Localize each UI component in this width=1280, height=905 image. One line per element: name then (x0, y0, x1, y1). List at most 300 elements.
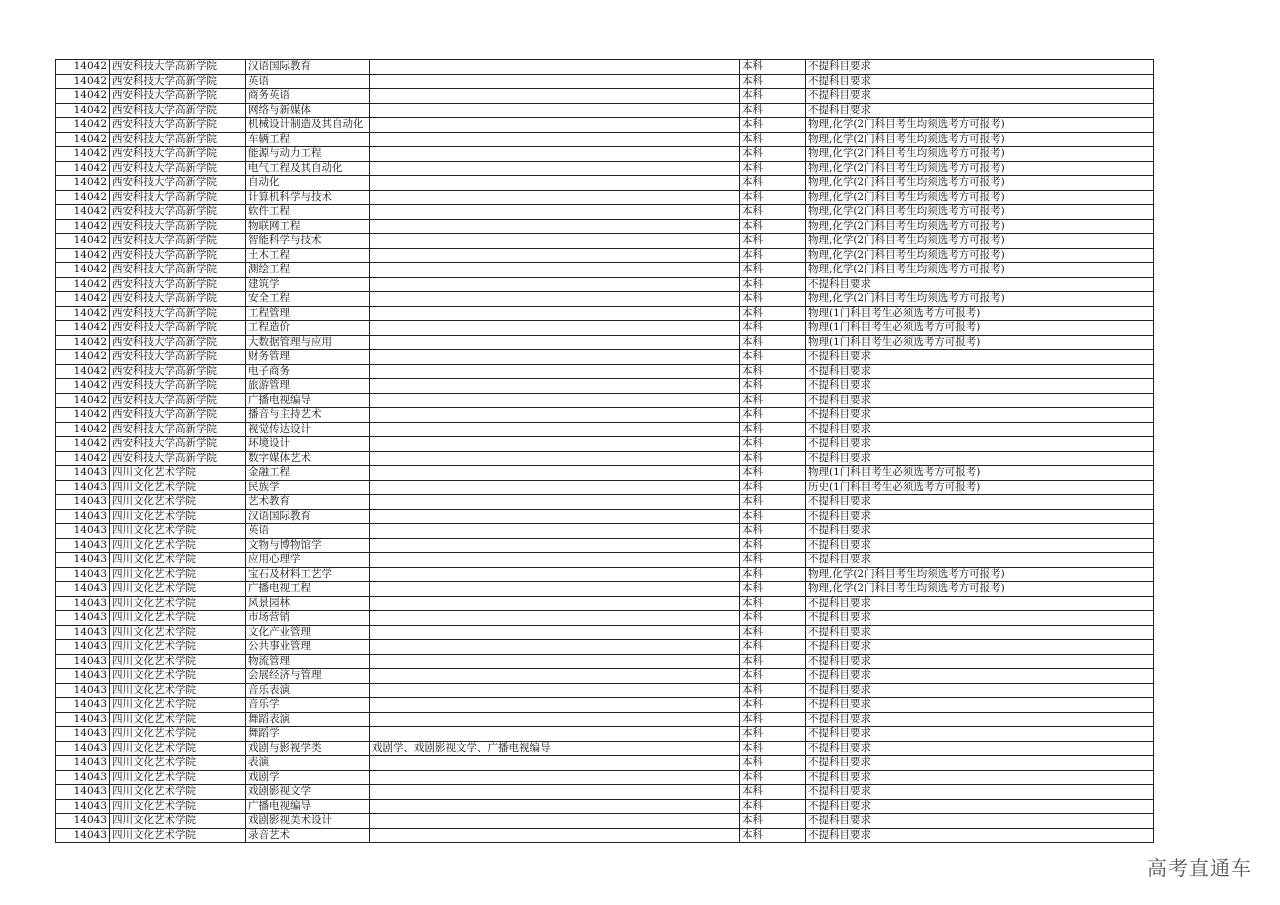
table-row (56, 799, 1154, 814)
cell-includes (370, 553, 740, 568)
cell-school: 西安科技大学高新学院 (110, 219, 246, 234)
table-row (56, 727, 1154, 742)
cell-code: 14043 (56, 814, 110, 829)
cell-requirement: 不提科目要求 (806, 596, 1154, 611)
cell-major: 会展经济与管理 (246, 669, 370, 684)
table-row (56, 335, 1154, 350)
cell-level: 本科 (740, 277, 806, 292)
cell-requirement: 不提科目要求 (806, 654, 1154, 669)
cell-major: 公共事业管理 (246, 640, 370, 655)
cell-major: 市场营销 (246, 611, 370, 626)
cell-level: 本科 (740, 393, 806, 408)
cell-major: 播音与主持艺术 (246, 408, 370, 423)
cell-major: 文物与博物馆学 (246, 538, 370, 553)
table-row (56, 712, 1154, 727)
cell-school: 西安科技大学高新学院 (110, 132, 246, 147)
cell-includes (370, 828, 740, 843)
cell-includes (370, 451, 740, 466)
cell-code: 14043 (56, 567, 110, 582)
cell-school: 四川文化艺术学院 (110, 611, 246, 626)
cell-code: 14042 (56, 161, 110, 176)
cell-requirement: 不提科目要求 (806, 379, 1154, 394)
cell-major: 戏剧学 (246, 770, 370, 785)
table-row (56, 176, 1154, 191)
table-row (56, 509, 1154, 524)
table-row (56, 814, 1154, 829)
cell-includes (370, 582, 740, 597)
watermark-text: 高考直通车 (1147, 856, 1252, 880)
cell-code: 14042 (56, 205, 110, 220)
cell-code: 14042 (56, 379, 110, 394)
cell-requirement: 不提科目要求 (806, 437, 1154, 452)
table-row (56, 118, 1154, 133)
cell-major: 电气工程及其自动化 (246, 161, 370, 176)
cell-major: 物联网工程 (246, 219, 370, 234)
table-row (56, 103, 1154, 118)
cell-major: 广播电视工程 (246, 582, 370, 597)
cell-school: 四川文化艺术学院 (110, 538, 246, 553)
cell-requirement: 物理(1门科目考生必须选考方可报考) (806, 466, 1154, 481)
cell-major: 视觉传达设计 (246, 422, 370, 437)
table-row (56, 364, 1154, 379)
cell-level: 本科 (740, 321, 806, 336)
cell-requirement: 不提科目要求 (806, 828, 1154, 843)
cell-level: 本科 (740, 596, 806, 611)
cell-includes (370, 321, 740, 336)
cell-requirement: 物理,化学(2门科目考生均须选考方可报考) (806, 567, 1154, 582)
cell-level: 本科 (740, 263, 806, 278)
table-row (56, 785, 1154, 800)
cell-includes (370, 234, 740, 249)
cell-major: 表演 (246, 756, 370, 771)
cell-major: 自动化 (246, 176, 370, 191)
cell-school: 四川文化艺术学院 (110, 712, 246, 727)
cell-school: 四川文化艺术学院 (110, 466, 246, 481)
cell-major: 英语 (246, 524, 370, 539)
cell-code: 14043 (56, 582, 110, 597)
cell-includes (370, 698, 740, 713)
cell-level: 本科 (740, 741, 806, 756)
cell-school: 四川文化艺术学院 (110, 669, 246, 684)
cell-school: 四川文化艺术学院 (110, 625, 246, 640)
cell-level: 本科 (740, 161, 806, 176)
cell-includes (370, 567, 740, 582)
cell-requirement: 不提科目要求 (806, 640, 1154, 655)
cell-major: 车辆工程 (246, 132, 370, 147)
cell-includes (370, 712, 740, 727)
cell-major: 财务管理 (246, 350, 370, 365)
cell-code: 14043 (56, 799, 110, 814)
table-row (56, 567, 1154, 582)
cell-requirement: 物理,化学(2门科目考生均须选考方可报考) (806, 205, 1154, 220)
table-row (56, 741, 1154, 756)
cell-code: 14042 (56, 335, 110, 350)
cell-level: 本科 (740, 147, 806, 162)
cell-requirement: 不提科目要求 (806, 277, 1154, 292)
table-row (56, 306, 1154, 321)
cell-level: 本科 (740, 538, 806, 553)
cell-includes (370, 364, 740, 379)
cell-major: 音乐学 (246, 698, 370, 713)
cell-level: 本科 (740, 466, 806, 481)
cell-code: 14043 (56, 698, 110, 713)
cell-major: 风景园林 (246, 596, 370, 611)
cell-code: 14043 (56, 466, 110, 481)
cell-code: 14043 (56, 683, 110, 698)
cell-code: 14043 (56, 669, 110, 684)
cell-requirement: 不提科目要求 (806, 451, 1154, 466)
cell-includes (370, 103, 740, 118)
cell-level: 本科 (740, 335, 806, 350)
cell-requirement: 不提科目要求 (806, 60, 1154, 75)
cell-includes (370, 524, 740, 539)
cell-level: 本科 (740, 770, 806, 785)
cell-includes (370, 306, 740, 321)
cell-major: 软件工程 (246, 205, 370, 220)
cell-includes (370, 422, 740, 437)
table-row (56, 553, 1154, 568)
cell-includes (370, 74, 740, 89)
cell-major: 计算机科学与技术 (246, 190, 370, 205)
table-row (56, 480, 1154, 495)
table-row (56, 451, 1154, 466)
cell-level: 本科 (740, 306, 806, 321)
cell-code: 14042 (56, 277, 110, 292)
cell-code: 14042 (56, 147, 110, 162)
cell-level: 本科 (740, 364, 806, 379)
cell-requirement: 不提科目要求 (806, 364, 1154, 379)
cell-code: 14042 (56, 408, 110, 423)
cell-code: 14042 (56, 219, 110, 234)
cell-includes (370, 292, 740, 307)
cell-level: 本科 (740, 451, 806, 466)
cell-school: 西安科技大学高新学院 (110, 263, 246, 278)
cell-code: 14042 (56, 393, 110, 408)
cell-code: 14043 (56, 538, 110, 553)
cell-major: 物流管理 (246, 654, 370, 669)
table-row (56, 219, 1154, 234)
cell-includes (370, 248, 740, 263)
cell-code: 14043 (56, 640, 110, 655)
cell-level: 本科 (740, 89, 806, 104)
cell-includes (370, 147, 740, 162)
cell-includes (370, 611, 740, 626)
cell-level: 本科 (740, 582, 806, 597)
cell-requirement: 不提科目要求 (806, 712, 1154, 727)
cell-code: 14042 (56, 60, 110, 75)
cell-school: 西安科技大学高新学院 (110, 408, 246, 423)
cell-major: 旅游管理 (246, 379, 370, 394)
cell-code: 14042 (56, 74, 110, 89)
cell-includes (370, 176, 740, 191)
cell-includes (370, 495, 740, 510)
cell-code: 14042 (56, 190, 110, 205)
cell-school: 四川文化艺术学院 (110, 828, 246, 843)
cell-major: 英语 (246, 74, 370, 89)
table-row (56, 205, 1154, 220)
cell-school: 西安科技大学高新学院 (110, 335, 246, 350)
cell-requirement: 不提科目要求 (806, 103, 1154, 118)
table-row (56, 350, 1154, 365)
cell-requirement: 物理,化学(2门科目考生均须选考方可报考) (806, 147, 1154, 162)
cell-requirement: 物理(1门科目考生必须选考方可报考) (806, 321, 1154, 336)
cell-school: 四川文化艺术学院 (110, 553, 246, 568)
cell-includes (370, 669, 740, 684)
cell-school: 四川文化艺术学院 (110, 741, 246, 756)
cell-code: 14043 (56, 712, 110, 727)
cell-major: 金融工程 (246, 466, 370, 481)
cell-includes (370, 437, 740, 452)
cell-school: 西安科技大学高新学院 (110, 350, 246, 365)
table-row (56, 321, 1154, 336)
cell-requirement: 不提科目要求 (806, 553, 1154, 568)
cell-level: 本科 (740, 118, 806, 133)
cell-level: 本科 (740, 132, 806, 147)
cell-code: 14042 (56, 89, 110, 104)
cell-major: 工程管理 (246, 306, 370, 321)
cell-requirement: 不提科目要求 (806, 74, 1154, 89)
cell-requirement: 不提科目要求 (806, 350, 1154, 365)
cell-major: 应用心理学 (246, 553, 370, 568)
cell-school: 四川文化艺术学院 (110, 799, 246, 814)
table-row (56, 611, 1154, 626)
cell-requirement: 物理,化学(2门科目考生均须选考方可报考) (806, 582, 1154, 597)
cell-includes (370, 596, 740, 611)
cell-level: 本科 (740, 205, 806, 220)
cell-requirement: 不提科目要求 (806, 538, 1154, 553)
cell-school: 四川文化艺术学院 (110, 509, 246, 524)
cell-level: 本科 (740, 60, 806, 75)
cell-code: 14042 (56, 103, 110, 118)
cell-major: 工程造价 (246, 321, 370, 336)
cell-code: 14043 (56, 611, 110, 626)
cell-requirement: 不提科目要求 (806, 89, 1154, 104)
cell-requirement: 不提科目要求 (806, 422, 1154, 437)
table-row (56, 379, 1154, 394)
cell-level: 本科 (740, 379, 806, 394)
table-row (56, 60, 1154, 75)
cell-includes (370, 379, 740, 394)
cell-major: 广播电视编导 (246, 393, 370, 408)
cell-school: 四川文化艺术学院 (110, 698, 246, 713)
cell-code: 14043 (56, 828, 110, 843)
table-row (56, 582, 1154, 597)
cell-school: 西安科技大学高新学院 (110, 292, 246, 307)
cell-includes (370, 190, 740, 205)
cell-school: 西安科技大学高新学院 (110, 393, 246, 408)
cell-school: 西安科技大学高新学院 (110, 205, 246, 220)
cell-level: 本科 (740, 669, 806, 684)
cell-major: 文化产业管理 (246, 625, 370, 640)
cell-major: 机械设计制造及其自动化 (246, 118, 370, 133)
table-row (56, 698, 1154, 713)
cell-school: 西安科技大学高新学院 (110, 190, 246, 205)
cell-school: 四川文化艺术学院 (110, 596, 246, 611)
cell-requirement: 物理(1门科目考生必须选考方可报考) (806, 306, 1154, 321)
table-row (56, 147, 1154, 162)
cell-level: 本科 (740, 408, 806, 423)
cell-includes (370, 654, 740, 669)
cell-major: 环境设计 (246, 437, 370, 452)
cell-includes (370, 277, 740, 292)
cell-requirement: 物理,化学(2门科目考生均须选考方可报考) (806, 190, 1154, 205)
cell-code: 14042 (56, 118, 110, 133)
cell-major: 汉语国际教育 (246, 60, 370, 75)
cell-school: 西安科技大学高新学院 (110, 147, 246, 162)
cell-requirement: 不提科目要求 (806, 625, 1154, 640)
cell-includes (370, 60, 740, 75)
cell-school: 西安科技大学高新学院 (110, 234, 246, 249)
cell-includes (370, 118, 740, 133)
cell-requirement: 不提科目要求 (806, 727, 1154, 742)
cell-school: 西安科技大学高新学院 (110, 321, 246, 336)
cell-major: 音乐表演 (246, 683, 370, 698)
cell-code: 14043 (56, 654, 110, 669)
table-row (56, 495, 1154, 510)
table-row (56, 770, 1154, 785)
cell-code: 14043 (56, 596, 110, 611)
table-row (56, 408, 1154, 423)
table-row (56, 292, 1154, 307)
cell-level: 本科 (740, 828, 806, 843)
cell-level: 本科 (740, 654, 806, 669)
cell-includes (370, 785, 740, 800)
cell-school: 四川文化艺术学院 (110, 524, 246, 539)
cell-level: 本科 (740, 625, 806, 640)
cell-level: 本科 (740, 219, 806, 234)
cell-level: 本科 (740, 799, 806, 814)
cell-major: 能源与动力工程 (246, 147, 370, 162)
cell-code: 14042 (56, 176, 110, 191)
cell-requirement: 不提科目要求 (806, 741, 1154, 756)
cell-code: 14043 (56, 785, 110, 800)
cell-code: 14043 (56, 727, 110, 742)
cell-level: 本科 (740, 567, 806, 582)
cell-requirement: 不提科目要求 (806, 611, 1154, 626)
cell-requirement: 物理,化学(2门科目考生均须选考方可报考) (806, 292, 1154, 307)
cell-code: 14042 (56, 451, 110, 466)
cell-code: 14043 (56, 553, 110, 568)
cell-includes (370, 161, 740, 176)
cell-includes (370, 770, 740, 785)
table-row (56, 263, 1154, 278)
cell-requirement: 不提科目要求 (806, 509, 1154, 524)
cell-major: 汉语国际教育 (246, 509, 370, 524)
cell-requirement: 物理,化学(2门科目考生均须选考方可报考) (806, 118, 1154, 133)
cell-requirement: 不提科目要求 (806, 698, 1154, 713)
cell-major: 录音艺术 (246, 828, 370, 843)
cell-includes (370, 205, 740, 220)
cell-school: 西安科技大学高新学院 (110, 176, 246, 191)
table-row (56, 538, 1154, 553)
cell-requirement: 物理,化学(2门科目考生均须选考方可报考) (806, 234, 1154, 249)
cell-includes (370, 219, 740, 234)
cell-includes (370, 335, 740, 350)
cell-school: 四川文化艺术学院 (110, 814, 246, 829)
table-row (56, 190, 1154, 205)
cell-requirement: 物理,化学(2门科目考生均须选考方可报考) (806, 219, 1154, 234)
cell-code: 14043 (56, 495, 110, 510)
cell-major: 电子商务 (246, 364, 370, 379)
table-row (56, 234, 1154, 249)
table-row (56, 132, 1154, 147)
table-row (56, 74, 1154, 89)
table-row (56, 524, 1154, 539)
cell-level: 本科 (740, 495, 806, 510)
cell-code: 14042 (56, 321, 110, 336)
cell-requirement: 物理(1门科目考生必须选考方可报考) (806, 335, 1154, 350)
cell-school: 西安科技大学高新学院 (110, 103, 246, 118)
table-row (56, 640, 1154, 655)
cell-includes (370, 350, 740, 365)
cell-requirement: 物理,化学(2门科目考生均须选考方可报考) (806, 248, 1154, 263)
cell-requirement: 不提科目要求 (806, 814, 1154, 829)
cell-includes (370, 756, 740, 771)
cell-includes (370, 640, 740, 655)
cell-includes (370, 132, 740, 147)
table-row (56, 669, 1154, 684)
cell-level: 本科 (740, 248, 806, 263)
cell-level: 本科 (740, 756, 806, 771)
table-row (56, 277, 1154, 292)
cell-major: 数字媒体艺术 (246, 451, 370, 466)
cell-major: 宝石及材料工艺学 (246, 567, 370, 582)
cell-code: 14042 (56, 437, 110, 452)
cell-code: 14042 (56, 306, 110, 321)
table-row (56, 89, 1154, 104)
cell-includes (370, 263, 740, 278)
cell-school: 四川文化艺术学院 (110, 756, 246, 771)
cell-level: 本科 (740, 698, 806, 713)
table-row (56, 437, 1154, 452)
cell-level: 本科 (740, 553, 806, 568)
cell-requirement: 不提科目要求 (806, 524, 1154, 539)
cell-level: 本科 (740, 480, 806, 495)
cell-major: 测绘工程 (246, 263, 370, 278)
cell-school: 四川文化艺术学院 (110, 727, 246, 742)
cell-requirement: 不提科目要求 (806, 756, 1154, 771)
cell-level: 本科 (740, 683, 806, 698)
cell-code: 14042 (56, 132, 110, 147)
cell-school: 西安科技大学高新学院 (110, 364, 246, 379)
cell-major: 广播电视编导 (246, 799, 370, 814)
cell-code: 14043 (56, 756, 110, 771)
cell-code: 14042 (56, 364, 110, 379)
cell-level: 本科 (740, 727, 806, 742)
cell-major: 大数据管理与应用 (246, 335, 370, 350)
cell-requirement: 不提科目要求 (806, 393, 1154, 408)
cell-includes (370, 727, 740, 742)
cell-requirement: 物理,化学(2门科目考生均须选考方可报考) (806, 161, 1154, 176)
cell-school: 西安科技大学高新学院 (110, 60, 246, 75)
cell-school: 四川文化艺术学院 (110, 785, 246, 800)
cell-requirement: 不提科目要求 (806, 770, 1154, 785)
table-row (56, 683, 1154, 698)
cell-major: 戏剧影视文学 (246, 785, 370, 800)
cell-school: 四川文化艺术学院 (110, 770, 246, 785)
cell-requirement: 不提科目要求 (806, 408, 1154, 423)
cell-includes: 戏剧学、戏剧影视文学、广播电视编导 (370, 741, 740, 756)
table-row (56, 422, 1154, 437)
cell-school: 西安科技大学高新学院 (110, 118, 246, 133)
cell-level: 本科 (740, 103, 806, 118)
cell-code: 14042 (56, 350, 110, 365)
cell-code: 14043 (56, 509, 110, 524)
cell-level: 本科 (740, 509, 806, 524)
cell-school: 西安科技大学高新学院 (110, 74, 246, 89)
cell-school: 四川文化艺术学院 (110, 683, 246, 698)
cell-includes (370, 466, 740, 481)
